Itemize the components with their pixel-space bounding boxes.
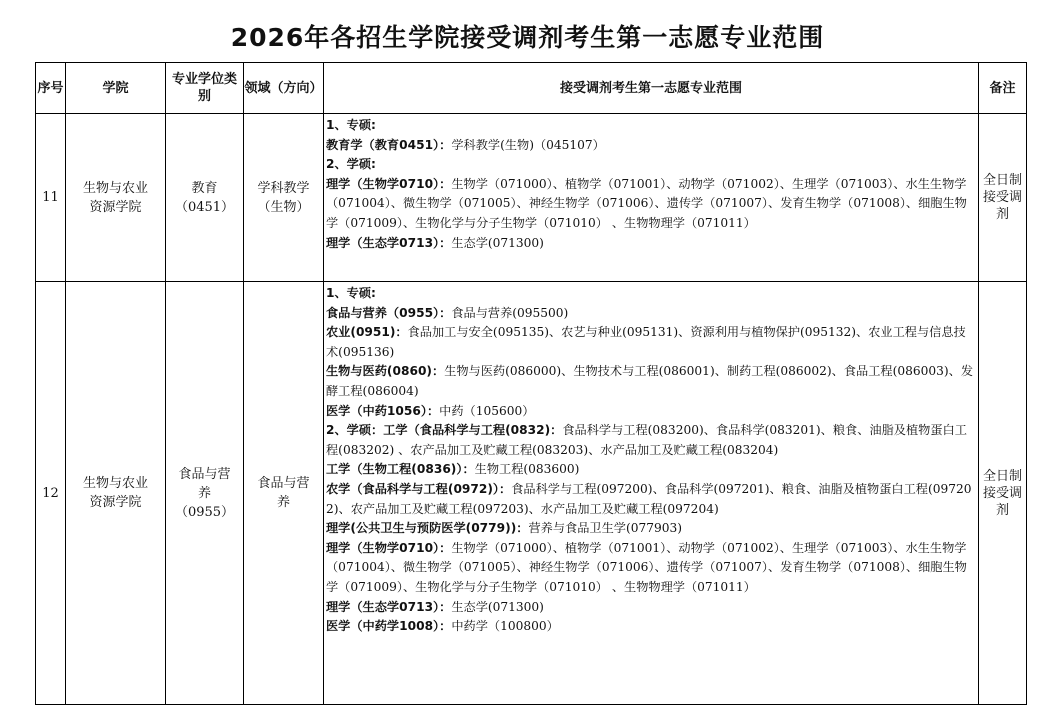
scope-line: 教育学（教育0451）：学科教学(生物)（045107）: [326, 137, 605, 152]
header-college: 学院: [66, 63, 166, 114]
row-seq: 11: [36, 114, 66, 282]
scope-line: 医学（中药1056）：中药（105600）: [326, 403, 535, 418]
admission-table: [35, 62, 1027, 705]
header-degree-type: 专业学位类别: [166, 63, 244, 114]
row-note: 全日制接受调剂: [979, 114, 1027, 282]
page-title: 2026年各招生学院接受调剂考生第一志愿专业范围: [230, 23, 825, 52]
scope-line: 理学(公共卫生与预防医学(0779))：营养与食品卫生学(077903): [326, 521, 682, 536]
scope-line: 工学（生物工程(0836)）：生物工程(083600): [326, 462, 580, 477]
scope-line: 理学（生物学0710）：生物学（071000）、植物学（071001）、动物学（071002）、生理学（071003）、水生生物学（071004）、微生物学（071005）、神经生物学（071006）、遗传学（071007）、发育生物学（071008）、细胞生物学（071009）、生物化学与分子生物学（071010） 、生物物理学（071011）: [326, 540, 967, 594]
scope-line: 理学（生态学0713）：生态学(071300): [326, 235, 544, 250]
scope-line: 理学（生物学0710）：生物学（071000）、植物学（071001）、动物学（071002）、生理学（071003）、水生生物学（071004）、微生物学（071005）、神经生物学（071006）、遗传学（071007）、发育生物学（071008）、细胞生物学（071009）、生物化学与分子生物学（071010） 、生物物理学（071011）: [326, 176, 967, 230]
header-scope: 接受调剂考生第一志愿专业范围: [324, 63, 979, 114]
scope-line: 2、学硕:: [326, 157, 376, 172]
header-field: 领域（方向）: [244, 63, 324, 114]
scope-line: 医学（中药学1008）：中药学（100800）: [326, 619, 559, 634]
header-seq: 序号: [36, 63, 66, 114]
degree-code: （0955）: [174, 504, 235, 520]
degree-name: 食品与营养: [178, 466, 231, 501]
table-header-row: [36, 63, 1027, 114]
scope-line: 1、专硕:: [326, 286, 376, 300]
row-scope: [324, 114, 979, 282]
row-degree: [166, 114, 244, 282]
row-college: 生物与农业资源学院: [66, 114, 166, 282]
row-field: 学科教学（生物）: [244, 114, 324, 282]
scope-line: 理学（生态学0713）：生态学(071300): [326, 599, 544, 614]
table-row: [36, 282, 1027, 705]
degree-code: （0451）: [174, 199, 235, 215]
header-note: 备注: [979, 63, 1027, 114]
degree-name: 教育: [191, 180, 218, 196]
scope-line: 2、学硕：工学（食品科学与工程(0832)：食品科学与工程(083200)、食品科学(083201)、粮食、油脂及植物蛋白工程(083202) 、农产品加工及贮藏工程(083203)、水产品加工及贮藏工程(083204): [326, 423, 967, 457]
row-note: 全日制接受调剂: [979, 282, 1027, 705]
row-college: 生物与农业资源学院: [66, 282, 166, 705]
row-scope: [324, 282, 979, 705]
scope-line: 农业(0951)：食品加工与安全(095135)、农艺与种业(095131)、资源利用与植物保护(095132)、农业工程与信息技术(095136): [326, 325, 966, 359]
row-seq: 12: [36, 282, 66, 705]
scope-line: 1、专硕:: [326, 118, 376, 132]
row-field: 食品与营养: [244, 282, 324, 705]
table-row: [36, 114, 1027, 282]
scope-line: 食品与营养（0955）：食品与营养(095500): [326, 305, 569, 320]
scope-line: 农学（食品科学与工程(0972)）：食品科学与工程(097200)、食品科学(097201)、粮食、油脂及植物蛋白工程(097202)、农产品加工及贮藏工程(097203)、水产品加工及贮藏工程(097204): [326, 481, 972, 516]
scope-line: 生物与医药(0860)：生物与医药(086000)、生物技术与工程(086001)、制药工程(086002)、食品工程(086003)、发酵工程(086004): [326, 364, 974, 398]
row-degree: [166, 282, 244, 705]
